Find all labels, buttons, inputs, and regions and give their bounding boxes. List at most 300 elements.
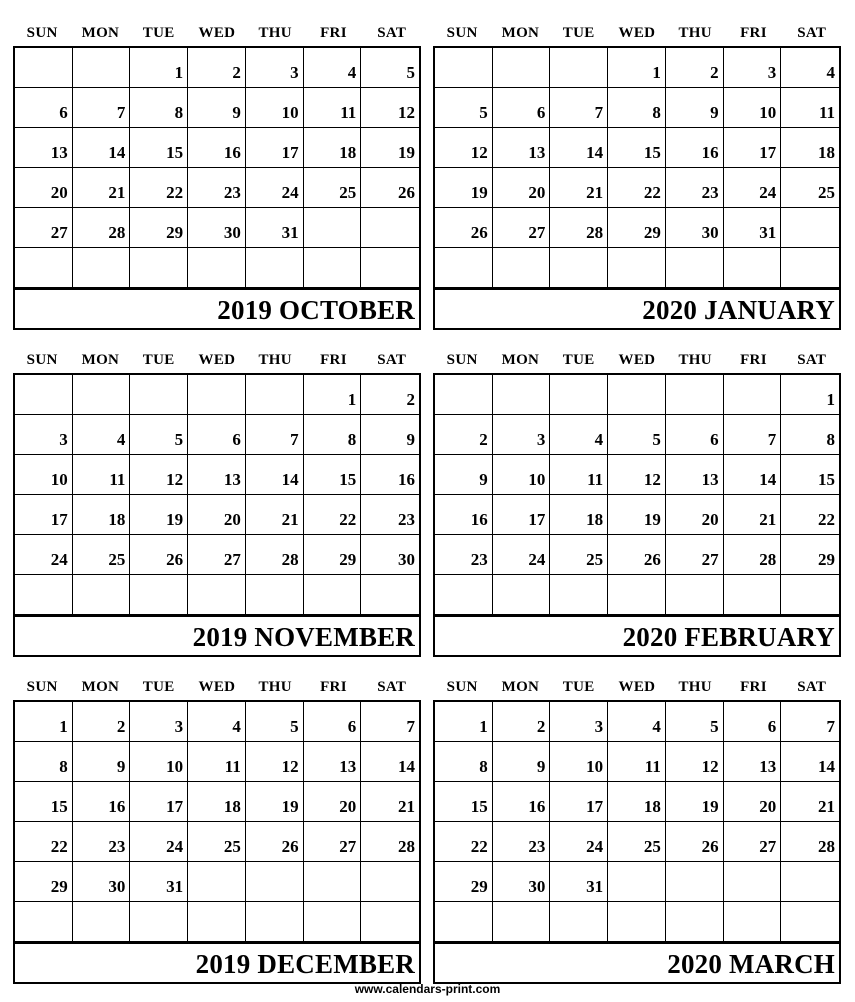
day-number: 9 [479,470,488,489]
day-number: 26 [166,550,184,569]
day-cell [493,575,551,615]
day-number: 4 [652,717,661,736]
day-number: 27 [701,550,719,569]
day-cell [781,902,839,942]
day-cell [130,415,188,455]
day-cell [724,862,782,902]
day-cell [304,702,362,742]
day-cell [361,208,419,248]
day-cell [246,862,304,902]
day-cell [188,88,246,128]
day-cell [550,415,608,455]
day-number: 21 [818,797,835,816]
day-cell [608,415,666,455]
day-number: 20 [50,183,68,202]
day-cell [781,575,839,615]
day-cell [130,48,188,88]
day-cell [435,702,493,742]
day-number: 25 [339,183,357,202]
day-number: 17 [586,797,604,816]
day-number: 9 [710,103,719,122]
day-cell [608,88,666,128]
day-cell [15,48,73,88]
day-number: 9 [536,757,546,776]
day-number: 1 [652,63,661,82]
day-cell [15,88,73,128]
day-number: 1 [347,390,357,409]
month-title-bar [13,615,421,657]
day-cell [435,902,493,942]
day-cell [246,742,304,782]
day-grid [433,700,841,942]
day-cell [666,128,724,168]
month-title-bar [433,615,841,657]
day-cell [435,575,493,615]
day-cell [246,128,304,168]
day-cell [724,742,782,782]
day-cell [304,88,362,128]
day-cell [493,862,551,902]
day-cell [130,782,188,822]
day-cell [666,248,724,288]
day-cell [130,375,188,415]
day-cell [666,742,724,782]
day-number: 8 [59,757,68,776]
day-number: 4 [826,63,835,82]
day-cell [15,415,73,455]
day-number: 16 [470,510,488,529]
day-cell [781,375,839,415]
day-cell [550,208,608,248]
weekday-header [13,674,421,700]
day-cell [304,208,362,248]
day-cell [188,248,246,288]
day-number: 26 [398,183,415,202]
day-cell [15,742,73,782]
day-cell [304,535,362,575]
day-cell [361,168,419,208]
weekday-label: MON [81,678,120,695]
day-number: 22 [818,510,835,529]
day-number: 20 [528,183,546,202]
day-cell [361,375,419,415]
day-cell [781,702,839,742]
day-number: 1 [59,717,68,736]
day-number: 13 [759,757,777,776]
day-number: 21 [586,183,604,202]
day-cell [304,248,362,288]
weekday-header [433,347,841,373]
day-number: 12 [398,103,415,122]
weekday-header [433,674,841,700]
day-cell [304,415,362,455]
day-number: 31 [166,877,184,896]
day-number: 27 [223,550,241,569]
day-cell [724,88,782,128]
day-number: 29 [470,877,488,896]
day-number: 10 [50,470,68,489]
day-cell [15,575,73,615]
day-cell [781,88,839,128]
day-number: 6 [536,103,546,122]
day-number: 15 [643,143,661,162]
day-number: 2 [536,717,546,736]
day-cell [188,208,246,248]
day-cell [724,168,782,208]
day-cell [493,782,551,822]
day-cell [188,375,246,415]
day-cell [130,862,188,902]
day-number: 8 [479,757,488,776]
day-cell [15,128,73,168]
weekday-label: TUE [142,351,175,368]
day-cell [435,862,493,902]
day-cell [493,495,551,535]
day-number: 6 [767,717,777,736]
day-cell [73,48,131,88]
day-cell [130,128,188,168]
day-number: 17 [50,510,68,529]
day-cell [724,48,782,88]
day-number: 25 [818,183,835,202]
day-cell [73,702,131,742]
day-cell [130,822,188,862]
day-cell [304,48,362,88]
day-cell [724,415,782,455]
day-number: 22 [50,837,68,856]
day-cell [493,375,551,415]
day-cell [493,168,551,208]
day-cell [15,168,73,208]
day-number: 27 [339,837,357,856]
day-cell [73,168,131,208]
month-calendar-2019-10 [13,20,421,330]
day-number: 14 [818,757,835,776]
day-cell [435,822,493,862]
day-cell [435,248,493,288]
day-cell [781,535,839,575]
day-number: 28 [398,837,415,856]
day-grid [433,373,841,615]
month-calendar-2020-03 [433,674,841,984]
day-number: 18 [339,143,357,162]
weekday-label: SUN [26,678,58,695]
day-number: 8 [174,103,184,122]
day-number: 20 [701,510,719,529]
day-number: 2 [710,63,719,82]
day-number: 22 [470,837,488,856]
day-number: 3 [767,63,777,82]
day-number: 25 [643,837,661,856]
day-grid [433,46,841,288]
day-cell [188,822,246,862]
day-number: 15 [470,797,488,816]
day-number: 3 [594,717,604,736]
day-cell [724,702,782,742]
day-number: 16 [223,143,241,162]
day-number: 11 [818,103,835,122]
day-number: 13 [223,470,241,489]
day-cell [608,575,666,615]
day-cell [130,208,188,248]
day-number: 5 [174,430,184,449]
day-cell [188,415,246,455]
day-cell [130,742,188,782]
day-number: 29 [339,550,357,569]
day-number: 22 [643,183,661,202]
day-cell [666,902,724,942]
day-cell [73,415,131,455]
day-cell [15,902,73,942]
day-cell [493,535,551,575]
day-cell [666,455,724,495]
day-cell [493,415,551,455]
day-cell [724,535,782,575]
weekday-label: THU [258,678,292,695]
day-cell [608,742,666,782]
day-number: 12 [643,470,661,489]
day-cell [304,782,362,822]
day-cell [15,455,73,495]
day-cell [188,455,246,495]
day-cell [361,742,419,782]
day-number: 17 [528,510,546,529]
day-cell [246,782,304,822]
day-number: 9 [116,757,126,776]
day-number: 23 [398,510,415,529]
month-calendar-2020-01 [433,20,841,330]
month-calendar-2020-02 [433,347,841,657]
day-number: 28 [759,550,777,569]
day-cell [361,822,419,862]
day-cell [435,455,493,495]
day-number: 8 [826,430,835,449]
day-cell [15,248,73,288]
day-number: 14 [759,470,777,489]
day-number: 14 [586,143,604,162]
day-number: 12 [470,143,488,162]
weekday-label: SUN [26,24,58,41]
day-cell [15,495,73,535]
day-number: 1 [826,390,835,409]
day-cell [550,88,608,128]
day-number: 19 [281,797,299,816]
day-cell [550,248,608,288]
day-number: 13 [339,757,357,776]
day-cell [724,455,782,495]
day-number: 13 [50,143,68,162]
day-cell [435,742,493,782]
day-cell [73,782,131,822]
weekday-label: THU [678,24,712,41]
day-cell [724,495,782,535]
day-number: 11 [644,757,661,776]
day-cell [608,862,666,902]
day-number: 1 [174,63,184,82]
month-title-bar [13,288,421,330]
day-cell [493,822,551,862]
day-cell [608,208,666,248]
day-number: 28 [281,550,299,569]
day-number: 16 [528,797,546,816]
day-cell [493,48,551,88]
day-cell [781,862,839,902]
day-number: 27 [759,837,777,856]
day-number: 2 [406,390,415,409]
day-number: 29 [643,223,661,242]
weekday-label: SUN [446,351,478,368]
day-cell [188,48,246,88]
day-number: 18 [586,510,604,529]
weekday-label: SUN [446,24,478,41]
day-cell [550,575,608,615]
day-cell [188,782,246,822]
day-cell [130,248,188,288]
day-cell [666,575,724,615]
day-number: 30 [528,877,546,896]
weekday-label: WED [198,678,236,695]
day-cell [246,455,304,495]
day-cell [608,535,666,575]
weekday-label: WED [198,351,236,368]
month-title-bar [13,942,421,984]
weekday-label: TUE [142,24,175,41]
day-number: 4 [116,430,126,449]
weekday-label: SAT [797,24,827,41]
day-number: 3 [290,63,299,82]
day-cell [550,495,608,535]
day-number: 19 [470,183,488,202]
weekday-label: FRI [740,351,767,368]
day-number: 17 [281,143,299,162]
day-number: 27 [528,223,546,242]
day-number: 31 [759,223,777,242]
day-cell [246,88,304,128]
day-cell [724,375,782,415]
day-cell [15,208,73,248]
weekday-label: WED [618,351,656,368]
day-number: 17 [166,797,184,816]
day-cell [550,902,608,942]
day-cell [73,902,131,942]
day-number: 19 [166,510,184,529]
day-cell [724,128,782,168]
day-number: 13 [701,470,719,489]
day-cell [246,495,304,535]
day-cell [724,822,782,862]
day-number: 30 [223,223,241,242]
day-cell [493,902,551,942]
day-cell [781,822,839,862]
day-number: 6 [710,430,719,449]
day-number: 31 [281,223,299,242]
weekday-label: FRI [740,678,767,695]
day-cell [73,535,131,575]
day-number: 6 [59,103,68,122]
day-cell [550,702,608,742]
day-cell [188,575,246,615]
day-cell [666,415,724,455]
day-number: 27 [50,223,68,242]
day-number: 12 [701,757,719,776]
day-number: 15 [166,143,184,162]
day-number: 9 [232,103,241,122]
website-footer[interactable]: www.calendars-print.com [354,982,501,996]
day-number: 10 [166,757,184,776]
day-cell [361,415,419,455]
day-number: 23 [108,837,126,856]
day-cell [246,168,304,208]
month-title-bar [433,288,841,330]
month-title: 2019 NOVEMBER [192,622,415,652]
day-cell [493,742,551,782]
day-number: 30 [701,223,719,242]
day-number: 4 [347,63,357,82]
day-number: 26 [701,837,719,856]
day-number: 23 [470,550,488,569]
day-cell [666,702,724,742]
day-cell [608,902,666,942]
day-number: 28 [586,223,604,242]
day-number: 5 [290,717,299,736]
day-cell [304,742,362,782]
day-cell [435,495,493,535]
weekday-label: TUE [562,678,595,695]
day-cell [781,495,839,535]
day-cell [188,128,246,168]
day-cell [435,48,493,88]
day-number: 8 [347,430,357,449]
day-number: 13 [528,143,546,162]
day-cell [73,88,131,128]
day-cell [608,702,666,742]
weekday-header [13,347,421,373]
day-number: 7 [116,103,126,122]
weekday-label: WED [618,678,656,695]
day-number: 14 [281,470,299,489]
weekday-label: THU [258,24,292,41]
day-number: 24 [50,550,68,569]
day-number: 11 [587,470,604,489]
day-number: 20 [339,797,357,816]
day-number: 5 [710,717,719,736]
weekday-label: WED [198,24,236,41]
day-cell [246,702,304,742]
day-number: 21 [281,510,299,529]
day-cell [781,455,839,495]
day-number: 15 [339,470,357,489]
weekday-label: SAT [797,351,827,368]
day-cell [15,702,73,742]
day-cell [130,88,188,128]
day-cell [435,128,493,168]
day-number: 3 [536,430,546,449]
day-cell [435,535,493,575]
day-cell [304,822,362,862]
day-number: 7 [594,103,604,122]
weekday-label: MON [501,351,540,368]
day-cell [188,702,246,742]
day-cell [435,168,493,208]
day-number: 29 [166,223,184,242]
day-cell [15,822,73,862]
day-cell [130,535,188,575]
day-cell [130,495,188,535]
weekday-label: FRI [320,351,347,368]
day-number: 2 [232,63,241,82]
day-cell [493,88,551,128]
day-number: 25 [108,550,126,569]
